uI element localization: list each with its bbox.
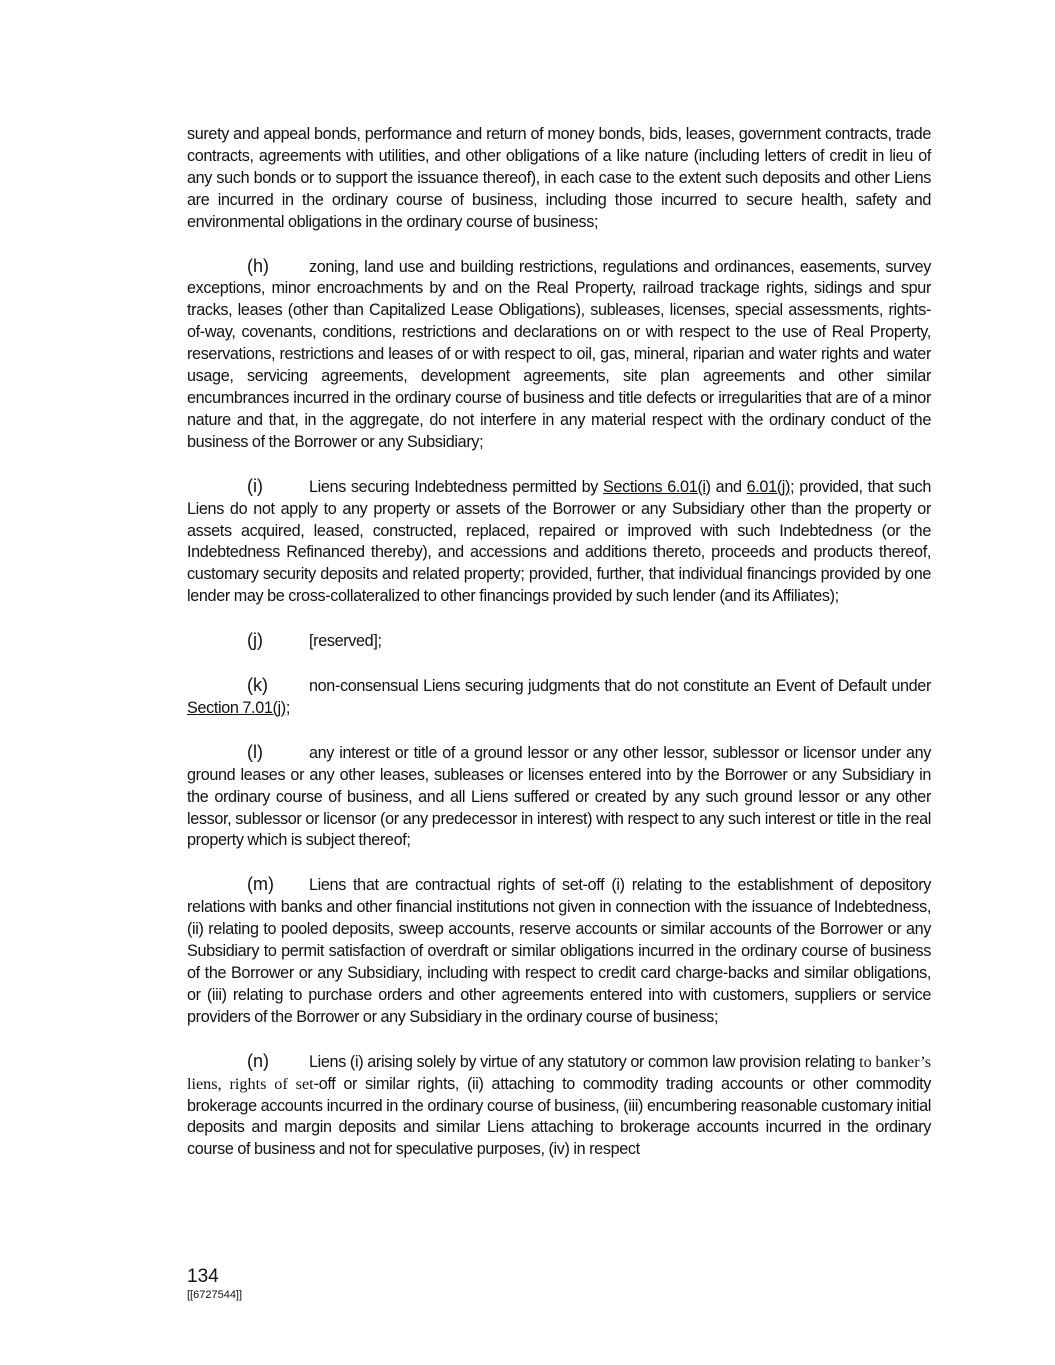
paragraph-g-continued xyxy=(187,124,931,234)
paragraph-text: any interest or title of a ground lessor or any other lessor, sublessor or licensor under any ground leases or any other leases, subleases or licenses entered into by the Borrower or any Subsidiary in the ordinary course of business, and all Liens suffered or created by any such ground lessor or any other lessor, sublessor or licensor (or any predecessor in interest) with respect to any such interest or title in the real property which is subject thereof; xyxy=(187,743,931,850)
clause-number: (m) xyxy=(247,874,274,895)
clause-number: (h) xyxy=(247,255,269,276)
page-footer xyxy=(187,1266,242,1302)
paragraph-text-serif: to banker’s liens, rights of set xyxy=(187,1052,931,1093)
paragraph-l xyxy=(187,742,931,853)
paragraph-text: non-consensual Liens securing judgments that do not constitute an Event of Default under xyxy=(309,677,931,696)
clause-number: (n) xyxy=(247,1050,269,1071)
paragraph-text: [reserved]; xyxy=(309,632,382,651)
paragraph-text: surety and appeal bonds, performance and return of money bonds, bids, leases, government contracts, trade contracts, agreements with utilities, and other obligations of a like nature (including letters of credit in lieu of any such bonds or to support the issuance thereof), in each case to the extent such deposits and other Liens are incurred in the ordinary course of business, including those incurred to secure health, safety and environmental obligations in the ordinary course of business; xyxy=(187,125,931,231)
paragraph-n xyxy=(187,1051,931,1162)
section-reference: Sections 6.01(i) xyxy=(602,477,711,496)
clause-number: (i) xyxy=(247,475,263,496)
document-id: [[6727544]] xyxy=(187,1289,243,1301)
paragraph-text: and xyxy=(710,477,747,496)
paragraph-text: Liens that are contractual rights of set-off (i) relating to the establishment of depository relations with banks and other financial institutions not given in connection with the issuance of Indebtedness, (ii) relating to pooled deposits, sweep accounts, reserve accounts or similar accounts of the Borrower or any Subsidiary to permit satisfaction of overdraft or similar obligations incurred in the ordinary course of business of the Borrower or any Subsidiary, including with respect to credit card charge-backs and similar obligations, or (iii) relating to purchase orders and other agreements entered into with customers, suppliers or service providers of the Borrower or any Subsidiary in the ordinary course of business; xyxy=(187,876,931,1026)
paragraph-j xyxy=(187,630,931,653)
page-number: 134 xyxy=(187,1266,219,1287)
paragraph-text: Liens (i) arising solely by virtue of any statutory or common law provision relating xyxy=(309,1052,860,1071)
paragraph-k xyxy=(187,675,931,720)
paragraph-i xyxy=(187,476,931,608)
section-reference: 6.01(j) xyxy=(746,477,791,496)
paragraph-text: Liens securing Indebtedness permitted by xyxy=(309,477,603,496)
paragraph-text: -off or similar rights, (ii) attaching to commodity trading accounts or other commodity brokerage accounts incurred in the ordinary course of business, (iii) encumbering reasonable customary initial deposits and margin deposits and similar Liens attaching to brokerage accounts incurred in the ordinary course of business and not for speculative purposes, (iv) in respect xyxy=(187,1074,931,1159)
clause-number: (j) xyxy=(247,630,263,651)
document-body xyxy=(187,124,931,1161)
clause-number: (k) xyxy=(247,675,268,696)
section-reference: Section 7.01(j) xyxy=(187,698,286,717)
paragraph-m xyxy=(187,874,931,1028)
paragraph-text: ; xyxy=(285,698,290,717)
paragraph-h xyxy=(187,256,931,454)
paragraph-text: ; provided, that such Liens do not apply to any property or assets of the Borrower or any Subsidiary other than the property or assets acquired, leased, constructed, replaced, repaired or improved with such Indebtedness (or the Indebtedness Refinanced thereby), and accessions and additions thereto, proceeds and products thereof, customary security deposits and related property; provided, further, that individual financings provided by one lender may be cross-collateralized to other financings provided by such lender (and its Affiliates); xyxy=(187,477,931,606)
clause-number: (l) xyxy=(247,741,263,762)
paragraph-text: zoning, land use and building restrictions, regulations and ordinances, easements, survey exceptions, minor encroachments by and on the Real Property, railroad trackage rights, sidings and spur tracks, leases (other than Capitalized Lease Obligations), subleases, licenses, special assessments, rights-of-way, covenants, conditions, restrictions and declarations on or with respect to the use of Real Property, reservations, restrictions and leases of or with respect to oil, gas, mineral, riparian and water rights and water usage, servicing agreements, development agreements, site plan agreements and other similar encumbrances incurred in the ordinary course of business and title defects or irregularities that are of a minor nature and that, in the aggregate, do not interfere in any material respect with the ordinary conduct of the business of the Borrower or any Subsidiary; xyxy=(187,257,931,451)
